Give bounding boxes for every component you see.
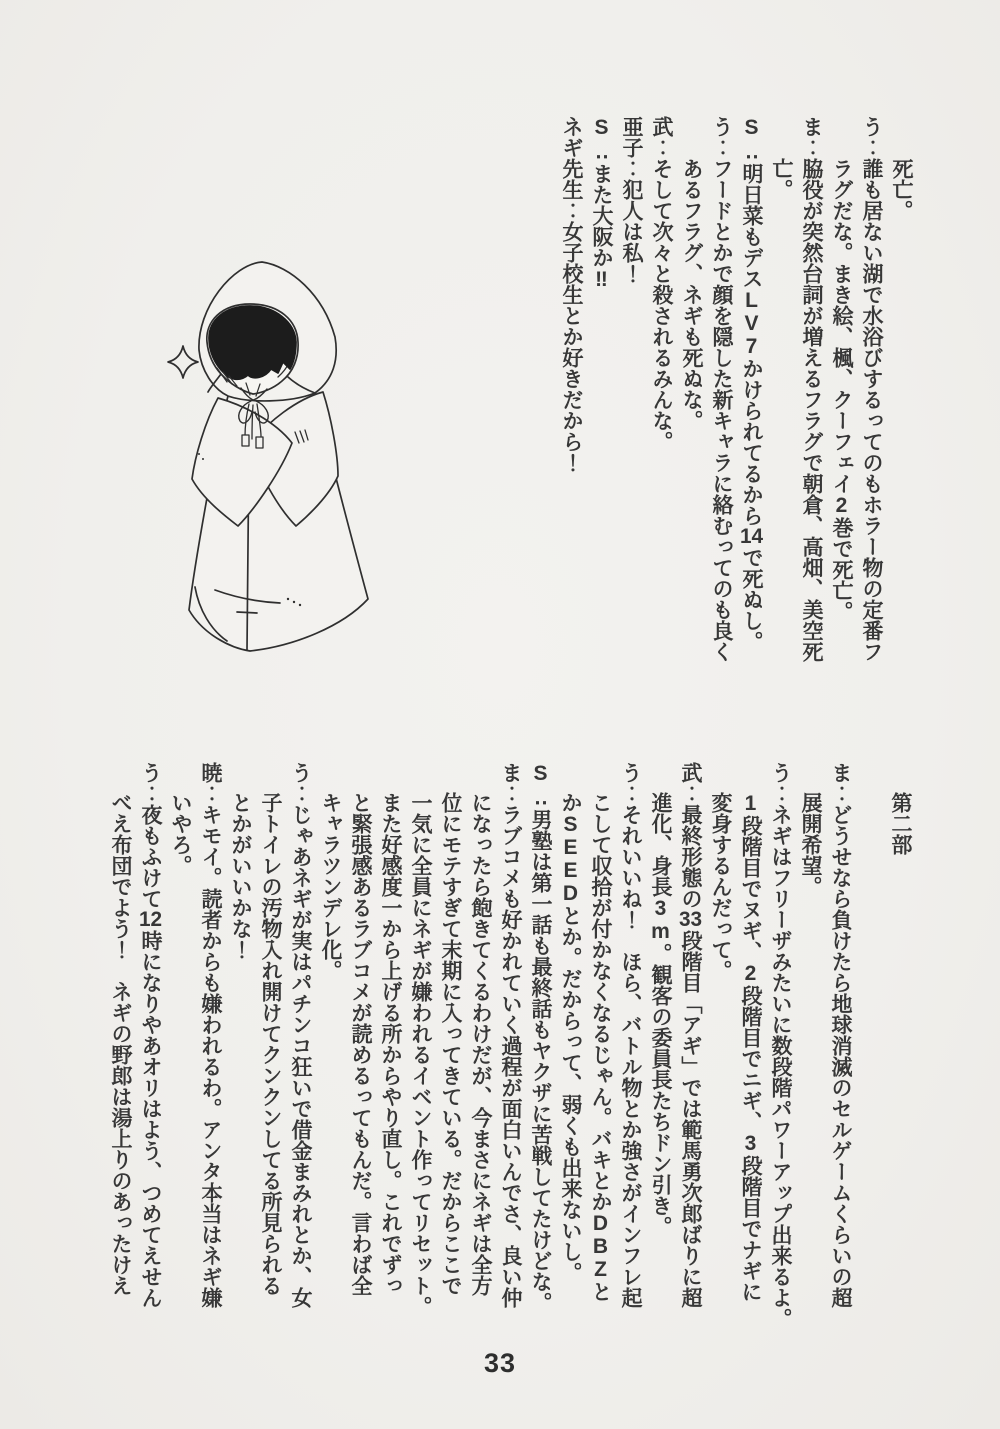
hooded-figure-illustration [145, 242, 475, 667]
text-line: いやろ。 [169, 792, 192, 876]
text-line: 亜子‥犯人は私！ [620, 116, 643, 284]
text-line: になったら飽きてくるわけだが、今まさにネギは全方 [469, 792, 492, 1296]
text-line: ま‥どうせなら負けたら地球消滅のセルゲームくらいの超 [829, 762, 852, 1308]
text-line: 進化、身長3m。観客の委員長たちドン引き。 [649, 792, 672, 1237]
text-line: 武‥最終形態の33段階目「アギ」では範馬勇次郎ばりに超 [678, 762, 703, 1308]
text-line: こして収拾が付かなくなるじゃん。バキとかDBZと [589, 792, 612, 1302]
text-line: あるフラグ、ネギも死ぬな。 [680, 158, 703, 431]
sparkle-icon [168, 346, 198, 378]
text-line: とかがいいかな！ [229, 792, 252, 960]
page-number: 33 [483, 1348, 517, 1378]
text-line: う‥夜もふけて12時になりやあオリはよう、つめてえせん [138, 762, 163, 1308]
text-line: 子トイレの汚物入れ開けてクンクンしてる所見られる [259, 792, 282, 1296]
text-line: と緊張感あるラブコメが読めるってもんだ。言わば全 [349, 792, 372, 1296]
text-line: キャラツンデレ化。 [319, 792, 342, 981]
text-line: ま‥脇役が突然台詞が増えるフラグで朝倉、高畑、美空死 [800, 116, 823, 662]
text-line: 位にモテすぎて末期に入ってきている。だからここで [439, 792, 462, 1296]
text-line: 死亡。 [890, 158, 913, 221]
dialogue-block-top [556, 116, 916, 756]
text-line: ネギ先生‥女子校生とか好きだから！ [560, 116, 583, 473]
text-line: 展開希望。 [799, 792, 822, 897]
text-line: べえ布団でよう！ ネギの野郎は湯上りのあったけえ [109, 792, 132, 1296]
text-line: 暁‥キモイ。読者からも嫌われるわ。アンタ本当はネギ嫌 [199, 762, 222, 1308]
text-line: S‥また大阪か‼ [590, 116, 613, 291]
text-line: ま‥ラブコメも好かれていく過程が面白いんでさ、良い仲 [499, 762, 522, 1308]
text-line: また好感度一から上げる所からやり直し。これでずっ [379, 792, 402, 1296]
text-line: う‥じゃあネギが実はパチンコ狂いで借金まみれとか、女 [289, 762, 312, 1308]
text-line: S‥男塾は第一話も最終話もヤクザに苦戦してたけどな。 [529, 762, 552, 1313]
text-line: 第二部 [889, 792, 912, 855]
text-line: ラグだな。まき絵、楓、クーフェイ2巻で死亡。 [830, 158, 853, 622]
text-line: 亡。 [770, 158, 793, 200]
text-line: う‥ネギはフリーザみたいに数段階パワーアップ出来るよ。 [769, 762, 792, 1329]
text-line: 変身するんだって。 [709, 792, 732, 981]
text-line: 武‥そして次々と殺されるみんな。 [650, 116, 673, 452]
text-line: う‥フードとかで顔を隠した新キャラに絡むってのも良く [710, 116, 733, 662]
text-line: S‥明日菜もデスLV7かけられてるから14で死ぬし。 [739, 116, 764, 652]
dialogue-block-bottom [105, 762, 915, 1382]
text-line: 一気に全員にネギが嫌われるイベント作ってリセット。 [409, 792, 432, 1317]
text-line: う‥誰も居ない湖で水浴びするってのもホラー物の定番フ [860, 116, 883, 662]
text-line: 1段階目でヌギ、2段階目でニギ、3段階目でナギに [739, 792, 762, 1302]
text-line: かSEEDとか。だからって、弱くも出来ないし。 [559, 792, 582, 1283]
text-line: う‥それいいね！ ほら、バトル物とか強さがインフレ起 [619, 762, 642, 1308]
